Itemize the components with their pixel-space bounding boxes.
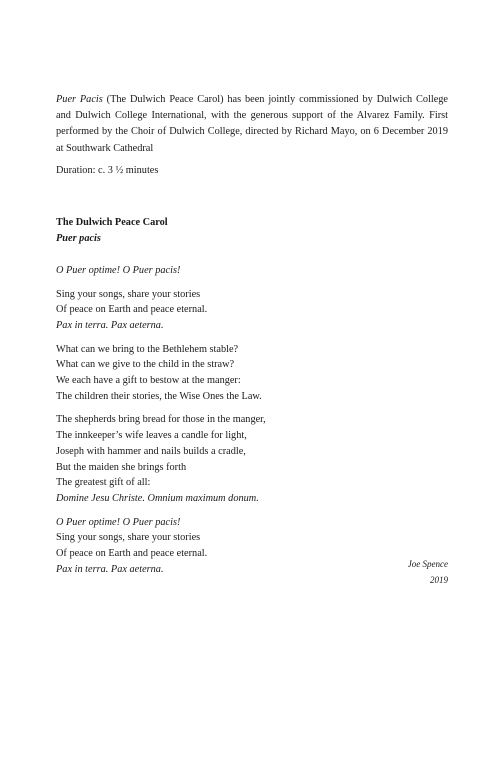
poem-line: What can we bring to the Bethlehem stable? [56, 343, 239, 355]
poem-line: Pax in terra. Pax aeterna. [56, 563, 164, 575]
poem-line: But the maiden she brings forth [56, 461, 187, 473]
poem-stanza [56, 412, 448, 506]
poem-line: O Puer optime! O Puer pacis! [56, 516, 181, 528]
poem-stanza [56, 287, 448, 334]
poem-line: Of peace on Earth and peace eternal. [56, 548, 208, 560]
poem-line: O Puer optime! O Puer pacis! [56, 264, 181, 276]
poem-line: The innkeeper’s wife leaves a candle for light, [56, 430, 247, 442]
poem-line: What can we give to the child in the straw? [56, 359, 235, 371]
poem-title: The Dulwich Peace Carol [56, 216, 168, 228]
poem-line: Sing your songs, share your stories [56, 532, 201, 544]
poem-stanza [56, 263, 448, 279]
author-year: 2019 [430, 575, 448, 585]
duration-line: Duration: c. 3 ½ minutes [56, 164, 159, 176]
intro-paragraph [56, 92, 448, 157]
poem-subtitle: Puer pacis [56, 232, 101, 244]
poem-stanza [56, 342, 448, 405]
document-page [56, 92, 448, 577]
poem-stanza [56, 515, 448, 578]
poem-body [56, 263, 448, 578]
intro-text: (The Dulwich Peace Carol) has been jointly commissioned by Dulwich College and Dulwich College International, with the generous support of the Alvarez Family. First performed by the Choir of Dulwich College, directed by Richard Mayo, on 6 December 2019 at Southwark Cathedral [56, 94, 448, 154]
poem-line: The children their stories, the Wise Ones the Law. [56, 390, 262, 402]
poem-line: The shepherds bring bread for those in the manger, [56, 414, 266, 426]
poem-line: Domine Jesu Christe. Omnium maximum donum. [56, 492, 259, 504]
poem-line: Joseph with hammer and nails builds a cradle, [56, 445, 246, 457]
poem-line: We each have a gift to bestow at the manger: [56, 375, 241, 387]
author-name: Joe Spence [407, 559, 448, 569]
poem-line: Pax in terra. Pax aeterna. [56, 319, 164, 331]
intro-title-italic: Puer Pacis [56, 94, 103, 105]
poem-line: The greatest gift of all: [56, 477, 151, 489]
signature-block [408, 556, 448, 588]
poem-line: Sing your songs, share your stories [56, 288, 201, 300]
poem-line: Of peace on Earth and peace eternal. [56, 304, 208, 316]
